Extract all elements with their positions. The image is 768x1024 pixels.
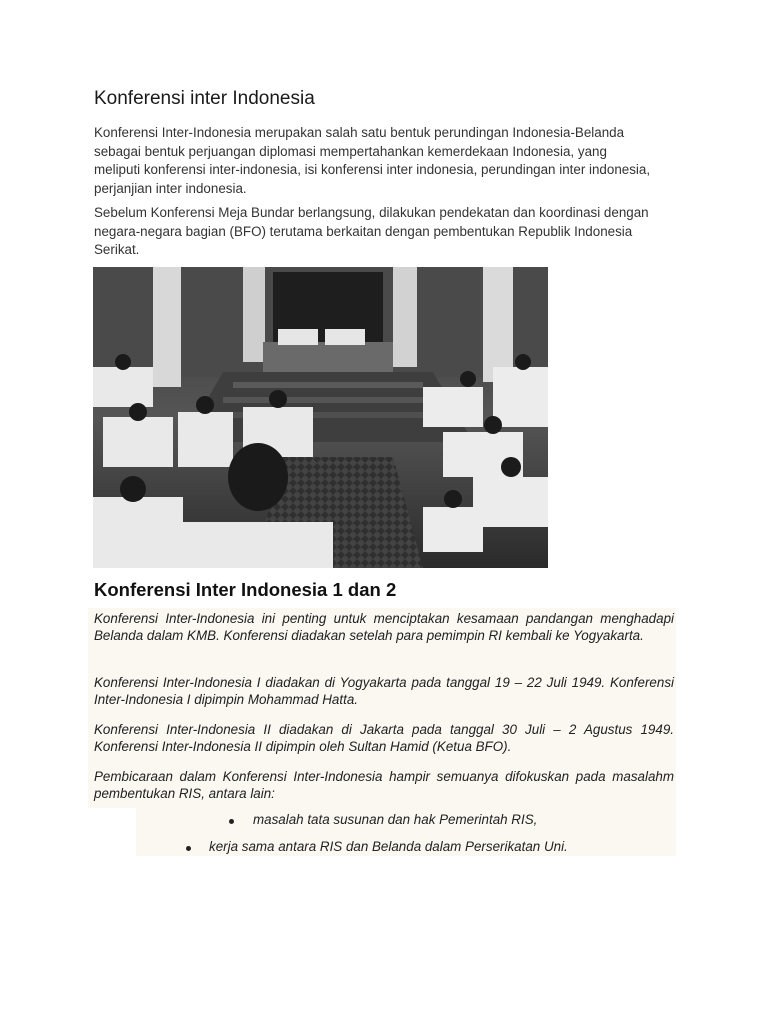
section-title: Konferensi inter Indonesia [94,88,315,109]
bullet-icon [229,819,234,824]
list-item: masalah tata susunan dan hak Pemerintah RIS, [253,812,538,827]
intro-paragraph: Konferensi Inter-Indonesia merupakan salah satu bentuk perundingan Indonesia-Belanda sebagai bentuk perjuangan diplomasi mempertahankan kemerdekaan Indonesia, yang meliputi konferensi inter-indonesia, isi konferensi inter indonesia, perundingan inter indonesia, perjanjian inter indonesia. [94,125,651,196]
context-paragraph: Sebelum Konferensi Meja Bundar berlangsung, dilakukan pendekatan dan koordinasi dengan negara-negara bagian (BFO) terutama berkaitan dengan pembentukan Republik Indonesia Serikat. [94,205,649,257]
list-item: kerja sama antara RIS dan Belanda dalam Perserikatan Uni. [209,839,568,854]
paragraph-conference-1: Konferensi Inter-Indonesia I diadakan di Yogyakarta pada tanggal 19 – 22 Juli 1949. Konferensi Inter-Indonesia I dipimpin Mohammad Hatta. [94,675,674,707]
conference-photo [93,267,548,568]
subsection-title: Konferensi Inter Indonesia 1 dan 2 [94,579,397,600]
paragraph-discussion: Pembicaraan dalam Konferensi Inter-Indonesia hampir semuanya difokuskan pada masalahm pembentukan RIS, antara lain: [94,769,674,801]
paragraph-importance: Konferensi Inter-Indonesia ini penting untuk menciptakan kesamaan pandangan menghadapi Belanda dalam KMB. Konferensi diadakan setelah para pemimpin RI kembali ke Yogyakarta. [94,611,674,643]
bullet-icon [186,846,191,851]
paragraph-conference-2: Konferensi Inter-Indonesia II diadakan di Jakarta pada tanggal 30 Juli – 2 Agustus 1949. Konferensi Inter-Indonesia II dipimpin oleh Sultan Hamid (Ketua BFO). [94,722,674,754]
